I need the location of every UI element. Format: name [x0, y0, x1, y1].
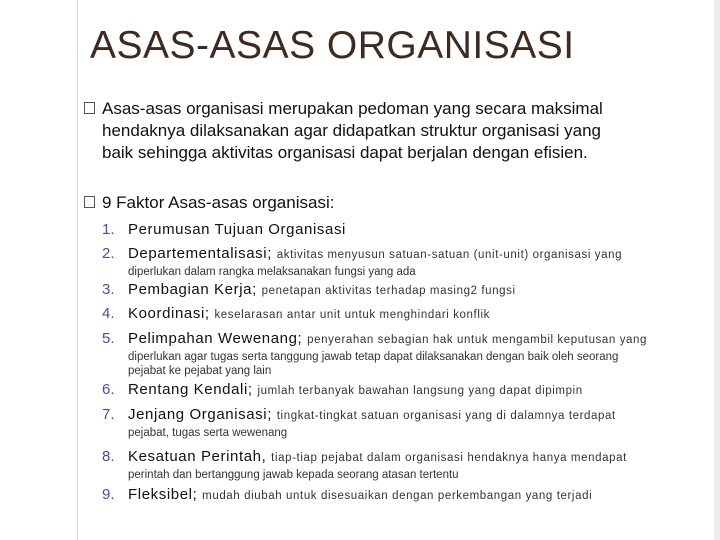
factor-number: 5. — [102, 330, 115, 347]
factor-number: 3. — [102, 281, 115, 298]
factor-description-continued: diperlukan agar tugas serta tanggung jawab tetap dapat dilaksanakan dengan baik oleh seorang — [128, 351, 619, 363]
factor-description: jumlah terbanyak bawahan langsung yang dapat dipimpin — [257, 385, 583, 397]
factor-number: 7. — [102, 406, 115, 423]
factor-term: Perumusan Tujuan Organisasi — [128, 221, 346, 238]
bullet-box-icon — [84, 102, 95, 114]
factor-description: aktivitas menyusun satuan-satuan (unit-unit) organisasi yang — [276, 249, 623, 261]
factor-number: 8. — [102, 448, 115, 465]
factor-term: Departementalisasi; aktivitas menyusun satuan-satuan (unit-unit) organisasi yang — [128, 245, 623, 262]
factor-description-continued: pejabat, tugas serta wewenang — [128, 427, 288, 439]
factor-description-continued: diperlukan dalam rangka melaksanakan fungsi yang ada — [128, 266, 416, 278]
bullet-line: baik sehingga aktivitas organisasi dapat berjalan dengan efisien. — [102, 143, 588, 162]
factor-description: tiap-tiap pejabat dalam organisasi hendaknya hanya mendapat — [271, 452, 627, 464]
factor-number: 1. — [102, 221, 115, 238]
factor-description-continued: pejabat ke pejabat yang lain — [128, 365, 272, 377]
factor-number: 4. — [102, 305, 115, 322]
factor-description: penetapan aktivitas terhadap masing2 fungsi — [261, 285, 516, 297]
right-edge — [714, 0, 720, 540]
factor-term: Pelimpahan Wewenang; penyerahan sebagian hak untuk mengambil keputusan yang — [128, 330, 648, 347]
factor-number: 9. — [102, 486, 115, 503]
factor-description-continued: perintah dan bertanggung jawab kepada seorang atasan tertentu — [128, 469, 459, 481]
factor-term: Pembagian Kerja; penetapan aktivitas terhadap masing2 fungsi — [128, 281, 516, 298]
factor-term: Koordinasi; keselarasan antar unit untuk menghindari konflik — [128, 305, 490, 322]
bullet-box-icon — [84, 196, 95, 208]
factor-description: keselarasan antar unit untuk menghindari konflik — [214, 309, 490, 321]
bullet-text — [102, 98, 603, 164]
factor-term: Jenjang Organisasi; tingkat-tingkat satuan organisasi yang di dalamnya terdapat — [128, 406, 616, 423]
page-title: ASAS-ASAS ORGANISASI — [90, 24, 575, 67]
bullet-line: Asas-asas organisasi merupakan pedoman yang secara maksimal — [102, 99, 603, 118]
bullet-line: hendaknya dilaksanakan agar didapatkan struktur organisasi yang — [102, 121, 601, 140]
factor-number: 6. — [102, 381, 115, 398]
left-rule — [77, 0, 78, 540]
factor-term: Rentang Kendali; jumlah terbanyak bawahan langsung yang dapat dipimpin — [128, 381, 583, 398]
factor-term: Kesatuan Perintah, tiap-tiap pejabat dalam organisasi hendaknya hanya mendapat — [128, 448, 627, 465]
factor-description: mudah diubah untuk disesuaikan dengan perkembangan yang terjadi — [202, 490, 593, 502]
factor-number: 2. — [102, 245, 115, 262]
factor-term: Fleksibel; mudah diubah untuk disesuaikan dengan perkembangan yang terjadi — [128, 486, 593, 503]
bullet-text — [102, 192, 334, 214]
factor-description: tingkat-tingkat satuan organisasi yang di dalamnya terdapat — [276, 410, 616, 422]
bullet-line: 9 Faktor Asas-asas organisasi: — [102, 193, 335, 212]
factor-description: penyerahan sebagian hak untuk mengambil keputusan yang — [307, 334, 648, 346]
